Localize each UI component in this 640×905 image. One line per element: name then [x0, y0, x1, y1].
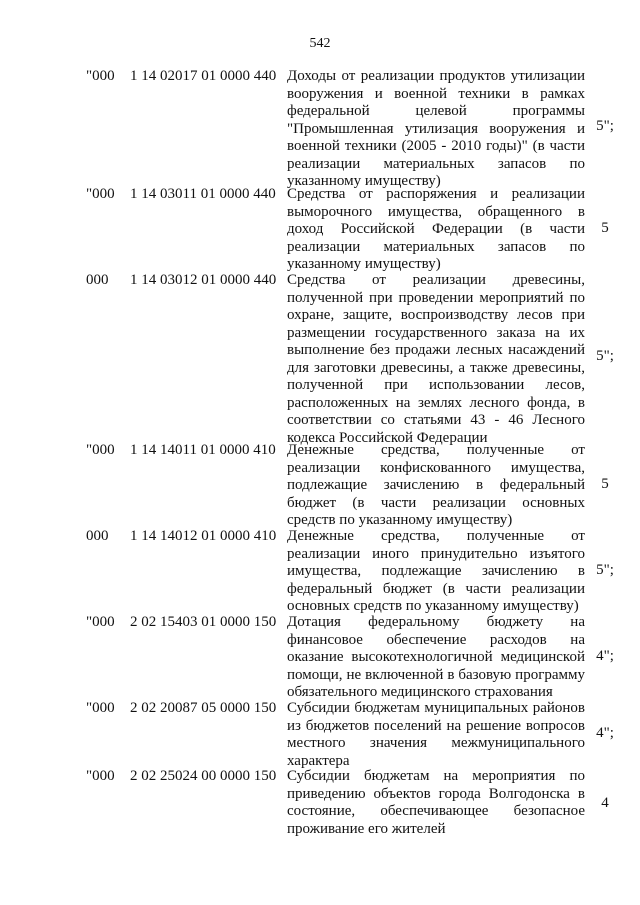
revenue-name: Средства от реализации древесины, полученной при проведении мероприятий по охране, защите, воспроизводству лесов при размещении государственного заказа на их выполнение без продажи лесных насаждений для заготовки древесины, а также древесины, полученной при использовании лесов, расположенных на землях лесного фонда, в соответствии со статьями 43 - 46 Лесного кодекса Российской Федерации — [287, 272, 585, 446]
norm-percent: 4"; — [596, 648, 614, 665]
table-row — [0, 186, 640, 272]
budget-classification-code: 1 14 02017 01 0000 440 — [130, 68, 277, 84]
admin-code: "000 — [86, 68, 115, 84]
table-row — [0, 614, 640, 700]
admin-code: "000 — [86, 186, 115, 202]
table-row — [0, 68, 640, 189]
revenue-name: Доходы от реализации продуктов утилизации вооружения и военной техники в рамках федеральной целевой программы "Промышленная утилизация вооружения и военной техники (2005 - 2010 годы)" (в части реализации материальных запасов по указанному имуществу) — [287, 68, 585, 189]
norm-percent: 5 — [601, 220, 609, 237]
admin-code: "000 — [86, 700, 115, 716]
page-number: 542 — [309, 36, 331, 51]
admin-code: "000 — [86, 768, 115, 784]
norm-percent: 4 — [601, 795, 609, 812]
admin-code: 000 — [86, 528, 109, 544]
table-row — [0, 700, 640, 768]
budget-classification-code: 2 02 20087 05 0000 150 — [130, 700, 277, 716]
norm-percent: 5"; — [596, 348, 614, 365]
norm-percent: 4"; — [596, 725, 614, 742]
revenue-name: Дотация федеральному бюджету на финансовое обеспечение расходов на оказание высокотехнологичной медицинской помощи, не включенной в базовую программу обязательного медицинского страхования — [287, 614, 585, 700]
table-row — [0, 442, 640, 528]
admin-code: "000 — [86, 614, 115, 630]
budget-classification-code: 1 14 03011 01 0000 440 — [130, 186, 276, 202]
norm-percent: 5 — [601, 476, 609, 493]
revenue-name: Денежные средства, полученные от реализации конфискованного имущества, подлежащие зачислению в федеральный бюджет (в части реализации основных средств по указанному имуществу) — [287, 442, 585, 528]
norm-percent: 5"; — [596, 118, 614, 135]
budget-classification-code: 2 02 25024 00 0000 150 — [130, 768, 277, 784]
table-row — [0, 272, 640, 446]
budget-classification-code: 1 14 14011 01 0000 410 — [130, 442, 276, 458]
admin-code: 000 — [86, 272, 109, 288]
budget-table — [0, 68, 640, 840]
revenue-name: Денежные средства, полученные от реализации иного принудительно изъятого имущества, подлежащие зачислению в федеральный бюджет (в части реализации основных средств по указанному имуществу) — [287, 528, 585, 614]
revenue-name: Субсидии бюджетам муниципальных районов из бюджетов поселений на решение вопросов местного значения межмуниципального характера — [287, 700, 585, 769]
admin-code: "000 — [86, 442, 115, 458]
budget-classification-code: 2 02 15403 01 0000 150 — [130, 614, 277, 630]
table-row — [0, 528, 640, 614]
revenue-name: Субсидии бюджетам на мероприятия по приведению объектов города Волгодонска в состояние, обеспечивающее безопасное проживание его жителей — [287, 768, 585, 837]
norm-percent: 5"; — [596, 562, 614, 579]
budget-classification-code: 1 14 03012 01 0000 440 — [130, 272, 277, 288]
table-row — [0, 768, 640, 840]
revenue-name: Средства от распоряжения и реализации выморочного имущества, обращенного в доход Российской Федерации (в части реализации материальных запасов по указанному имуществу) — [287, 186, 585, 272]
budget-classification-code: 1 14 14012 01 0000 410 — [130, 528, 277, 544]
